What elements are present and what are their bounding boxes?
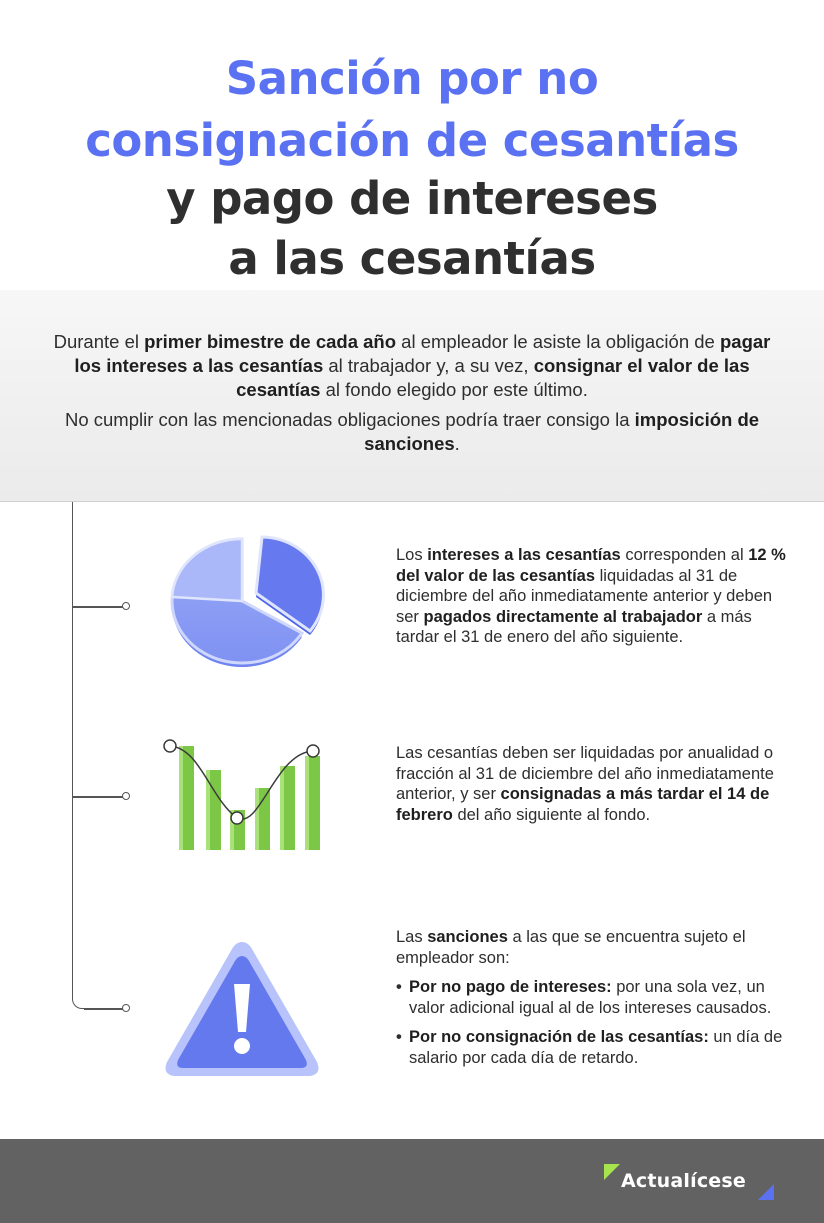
timeline-branch-2 <box>73 796 123 798</box>
title-line-3: y pago de intereses <box>166 172 658 225</box>
timeline-node-3 <box>122 1004 130 1012</box>
bullet-1 <box>396 977 796 1018</box>
timeline-line <box>72 502 84 1009</box>
timeline-node-1 <box>122 602 130 610</box>
timeline-branch-1 <box>73 606 123 608</box>
bullet-dot: • <box>396 978 402 996</box>
logo-text: Actualícese <box>621 1170 746 1192</box>
bullet-1-label: Por no pago de intereses: <box>409 978 612 996</box>
item-3-text <box>396 927 796 1068</box>
logo-blue-corner-icon <box>758 1184 774 1200</box>
timeline-node-2 <box>122 792 130 800</box>
bullet-1-text: por una sola vez, un valor adicional igual al de los intereses causados. <box>409 978 772 1017</box>
intro-paragraph-2: No cumplir con las mencionadas obligaciones podría traer consigo la imposición de sanciones. <box>64 409 760 454</box>
bullet-2 <box>396 1027 796 1068</box>
title-line-1: Sanción por no <box>225 52 599 105</box>
intro-paragraph-1: Durante el primer bimestre de cada año al empleador le asiste la obligación de pagar los intereses a las cesantías al trabajador y, a su vez, consignar el valor de las cesantías al fondo elegido por este último. <box>53 331 771 400</box>
title-line-4: a las cesantías <box>228 232 596 285</box>
bullet-2-label: Por no consignación de las cesantías: <box>409 1028 709 1046</box>
item-3-intro: Las sanciones a las que se encuentra sujeto el empleador son: <box>396 928 746 967</box>
actualicese-logo[interactable] <box>604 1164 778 1204</box>
bar-chart-icon <box>160 738 326 853</box>
warning-icon <box>162 938 322 1080</box>
bullet-2-text: un día de salario por cada día de retardo. <box>409 1028 783 1067</box>
footer <box>0 1139 824 1223</box>
title-line-2: consignación de cesantías <box>85 114 739 167</box>
logo-green-corner-icon <box>604 1164 620 1180</box>
pie-chart-icon <box>160 535 328 680</box>
timeline-branch-3 <box>84 1008 123 1010</box>
bullet-dot: • <box>396 1028 402 1046</box>
item-1-text: Los intereses a las cesantías corresponden al 12 % del valor de las cesantías liquidadas al 31 de diciembre del año inmediatamente anterior y deben ser pagados directamente al trabajador a más tardar el 31 de enero del año siguiente. <box>396 546 786 646</box>
item-2-text: Las cesantías deben ser liquidadas por anualidad o fracción al 31 de diciembre del año inmediatamente anterior, y ser consignadas a más tardar el 14 de febrero del año siguiente al fondo. <box>396 744 774 824</box>
title-area <box>0 0 824 290</box>
intro-band <box>0 290 824 502</box>
